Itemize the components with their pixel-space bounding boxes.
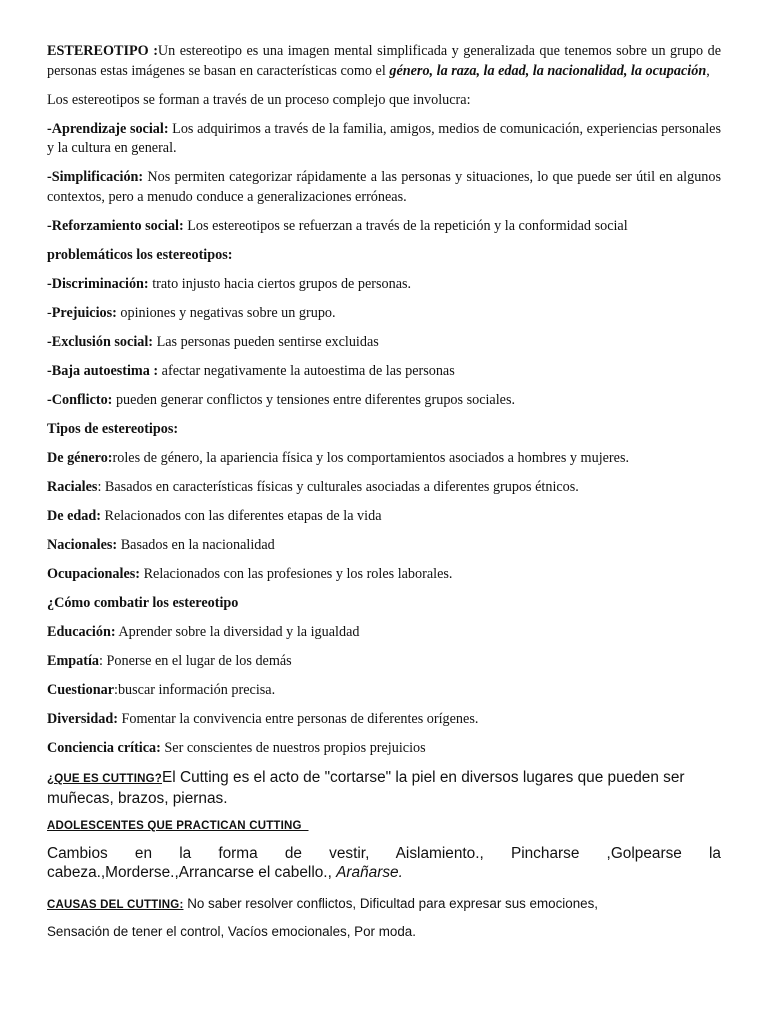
formation-item-reforzamiento	[47, 217, 721, 237]
causas-label: CAUSAS DEL CUTTING:	[47, 898, 184, 911]
type-term: Raciales	[47, 478, 98, 495]
combat-item	[47, 681, 721, 701]
type-item	[47, 478, 721, 498]
combat-item	[47, 623, 721, 643]
combat-text: Fomentar la convivencia entre personas de diferentes orígenes.	[117, 710, 479, 727]
type-item	[47, 449, 721, 469]
problems-heading-text: problemáticos los estereotipos:	[47, 246, 233, 263]
problem-text: opiniones y negativas sobre un grupo.	[116, 304, 336, 321]
formation-text: Los adquirimos a través de la familia, amigos, medios de comunicación, experiencias personales y la cultura en general.	[47, 120, 721, 156]
cutting-text: El Cutting es el acto de "cortarse" la piel en diversos lugares que pueden ser muñecas, brazos, piernas.	[47, 768, 685, 807]
combat-text: :buscar información precisa.	[114, 681, 276, 698]
types-heading	[47, 420, 721, 440]
combat-term: Educación:	[47, 623, 116, 640]
problem-text: afectar negativamente la autoestima de las personas	[158, 362, 455, 379]
type-text: Basados en la nacionalidad	[117, 536, 275, 553]
cambios-emphasis: Arañarse.	[336, 864, 403, 881]
adolescentes-heading-text: ADOLESCENTES QUE PRACTICAN CUTTING	[47, 819, 309, 832]
formation-text: Nos permiten categorizar rápidamente a las personas y situaciones, lo que puede ser útil en algunos contextos, pero a menudo conduce a generalizaciones erróneas.	[47, 169, 721, 205]
combat-term: Conciencia crítica:	[47, 739, 161, 756]
type-term: De género:	[47, 449, 113, 466]
formation-term: -Reforzamiento social:	[47, 217, 184, 234]
type-text: Relacionados con las profesiones y los roles laborales.	[140, 565, 453, 582]
causas-text: No saber resolver conflictos, Dificultad para expresar sus emociones,	[183, 895, 599, 911]
intro-term: ESTEREOTIPO :	[47, 43, 158, 59]
formation-term: -Simplificación:	[47, 169, 144, 185]
formation-term: -Aprendizaje social:	[47, 120, 169, 137]
cutting-label: ¿QUE ES CUTTING?	[47, 772, 163, 785]
type-item	[47, 507, 721, 527]
combat-text: : Ponerse en el lugar de los demás	[99, 652, 292, 669]
intro-text: Un estereotipo es una imagen mental simplificada y generalizada que tenemos sobre un grupo de personas estas imágenes se basan en características como el	[47, 43, 721, 79]
combat-text: Ser conscientes de nuestros propios prejuicios	[160, 739, 426, 756]
formation-item-simplificacion	[47, 168, 721, 207]
intro-tail: ,	[706, 62, 710, 79]
problem-term: -Baja autoestima :	[47, 362, 159, 379]
problem-item	[47, 333, 721, 353]
problem-term: -Conflicto:	[47, 391, 113, 408]
intro-paragraph	[47, 42, 721, 81]
type-term: Nacionales:	[47, 536, 118, 553]
combat-heading-text: ¿Cómo combatir los estereotipo	[47, 594, 239, 611]
type-text: : Basados en características físicas y culturales asociadas a diferentes grupos étnicos.	[97, 478, 579, 495]
combat-item	[47, 739, 721, 759]
type-term: Ocupacionales:	[47, 565, 141, 582]
combat-term: Empatía	[47, 652, 100, 669]
formation-item-aprendizaje	[47, 120, 721, 159]
problem-prefix: -	[47, 304, 52, 321]
types-heading-text: Tipos de estereotipos:	[47, 420, 179, 437]
problem-text: trato injusto hacia ciertos grupos de personas.	[148, 275, 412, 292]
intro-emphasis: género, la raza, la edad, la nacionalidad, la ocupación	[389, 62, 707, 79]
combat-term: Diversidad:	[47, 710, 118, 727]
formation-intro: Los estereotipos se forman a través de un proceso complejo que involucra:	[47, 91, 471, 108]
combat-item	[47, 710, 721, 730]
problem-item	[47, 304, 721, 324]
problem-item	[47, 362, 721, 382]
problem-term: -Discriminación:	[47, 275, 149, 292]
type-item	[47, 565, 721, 585]
problems-heading	[47, 246, 721, 266]
causas-line2: Sensación de tener el control, Vacíos emocionales, Por moda.	[47, 923, 416, 939]
problem-term: Prejuicios:	[51, 304, 117, 321]
problem-item	[47, 275, 721, 295]
type-item	[47, 536, 721, 556]
causas-paragraph	[47, 894, 721, 915]
combat-heading	[47, 594, 721, 614]
adolescentes-heading	[47, 817, 721, 835]
problem-text: Las personas pueden sentirse excluidas	[153, 333, 379, 350]
type-text: roles de género, la apariencia física y los comportamientos asociados a hombres y mujeres.	[112, 449, 630, 466]
problem-item	[47, 391, 721, 411]
formation-text: Los estereotipos se refuerzan a través de la repetición y la conformidad social	[183, 217, 628, 234]
type-term: De edad:	[47, 507, 101, 524]
problem-term: -Exclusión social:	[47, 333, 154, 350]
combat-text: Aprender sobre la diversidad y la igualdad	[115, 623, 360, 640]
type-text: Relacionados con las diferentes etapas de la vida	[101, 507, 382, 524]
cambios-paragraph	[47, 844, 721, 883]
combat-item	[47, 652, 721, 672]
cutting-definition	[47, 768, 721, 809]
cambios-text: Cambios en la forma de vestir, Aislamiento., Pincharse ,Golpearse la cabeza.,Morderse.,Arrancarse el cabello.,	[47, 844, 721, 881]
combat-term: Cuestionar	[47, 681, 114, 698]
problem-text: pueden generar conflictos y tensiones entre diferentes grupos sociales.	[112, 391, 516, 408]
